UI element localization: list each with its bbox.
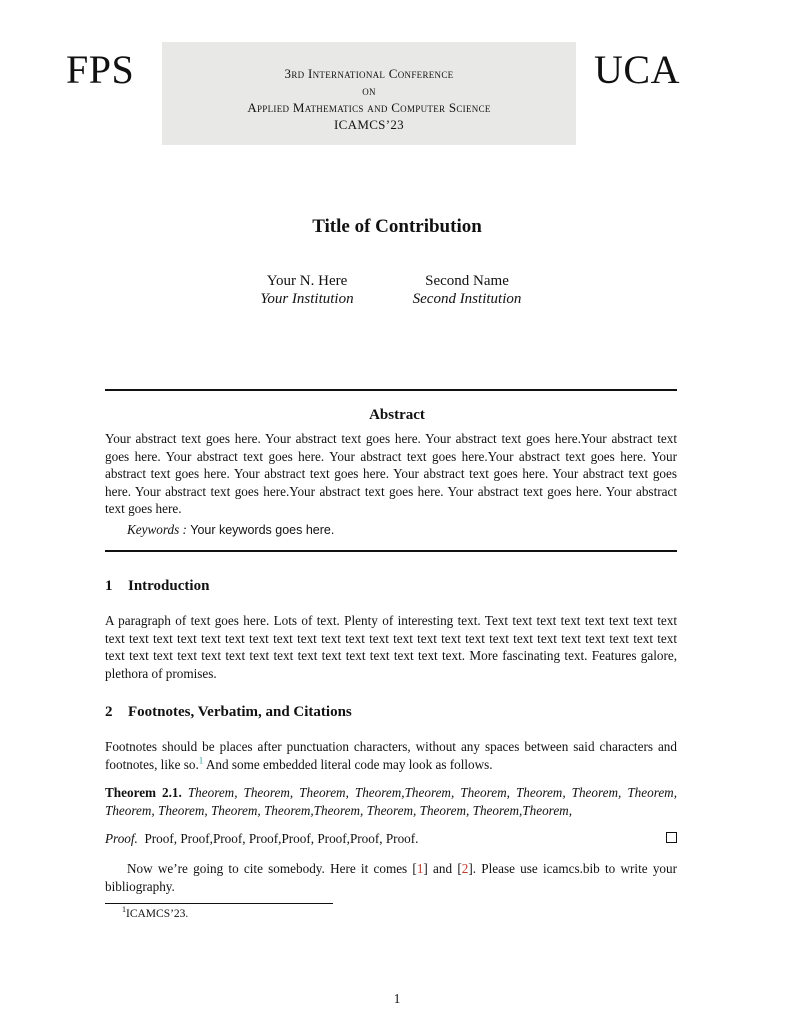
abstract-bottom-rule xyxy=(105,550,677,552)
paragraph-text: And some embedded literal code may look as follows. xyxy=(203,756,493,772)
theorem-text: Theorem, Theorem, Theorem, Theorem,Theorem, Theorem, Theorem, Theorem, Theorem, Theorem, Theorem, Theorem, Theorem,Theorem, Theorem, Theorem, Theorem,Theorem, xyxy=(105,785,678,818)
conference-topic-line: Applied Mathematics and Computer Science xyxy=(247,100,491,115)
proof-block xyxy=(105,830,645,848)
author-institution: Your Institution xyxy=(260,291,354,307)
page-number: 1 xyxy=(393,991,401,1006)
keywords-line xyxy=(127,522,334,538)
section-number: 2 xyxy=(105,704,113,720)
citation-link[interactable]: 1 xyxy=(416,861,424,876)
footnote-rule xyxy=(105,903,333,904)
theorem-label: Theorem 2.1. xyxy=(105,785,182,800)
paragraph-text: Footnotes should be places after punctuation characters, without any spaces between said characters and footnotes, like so. xyxy=(105,739,677,772)
section-title: Footnotes, Verbatim, and Citations xyxy=(128,704,352,720)
footnote-text: ICAMCS’23. xyxy=(126,907,189,920)
conference-header-box xyxy=(162,42,576,145)
footnote xyxy=(122,905,188,920)
paper-title: Title of Contribution xyxy=(312,216,482,237)
abstract-heading: Abstract xyxy=(369,407,425,423)
citation-paragraph xyxy=(105,860,677,895)
section-title: Introduction xyxy=(128,578,210,594)
paragraph-text: Now we’re going to cite somebody. Here it comes [ xyxy=(127,861,417,876)
fps-logo: FPS xyxy=(66,47,135,92)
paragraph-text: ]. Please use icamcs.bib to write your bibliography. xyxy=(105,861,678,894)
abstract-text: Your abstract text goes here. Your abstract text goes here. Your abstract text goes here.Your abstract text goes here. Your abstract text goes here. Your abstract text goes here.Your abstract text goes here. Your abstract text goes here. Your abstract text goes here. Your abstract text goes here. Your abstract text goes here. Your abstract text goes here.Your abstract text goes here. Your abstract text goes here. Your abstract text goes here. xyxy=(105,431,677,517)
author-block xyxy=(367,272,567,308)
section-heading xyxy=(105,704,352,721)
footnote-reference-link[interactable]: 1 xyxy=(198,755,204,766)
author-name: Your N. Here xyxy=(266,273,348,289)
footnote-marker: 1 xyxy=(122,905,126,914)
keywords-label: Keywords : xyxy=(127,522,187,537)
author-name: Second Name xyxy=(425,273,509,289)
paragraph-text: ] and [ xyxy=(423,861,462,876)
theorem-block xyxy=(105,784,677,819)
citation-link[interactable]: 2 xyxy=(461,861,469,876)
footnotes-paragraph xyxy=(105,738,677,773)
conference-on-line: on xyxy=(362,83,376,98)
conference-name-line: 3rd International Conference xyxy=(284,66,454,81)
author-institution: Second Institution xyxy=(412,291,522,307)
section-heading xyxy=(105,578,209,595)
section-number: 1 xyxy=(105,578,113,594)
keywords-text: Your keywords goes here. xyxy=(190,523,335,537)
intro-paragraph: A paragraph of text goes here. Lots of text. Plenty of interesting text. Text text text text text text text text text text text text text text text text text text text text text text text text text text text text text text text text text text text text text text text text text text text text text text text. More fascinating text. Features galore, plethora of promises. xyxy=(105,613,677,681)
proof-text: Proof, Proof,Proof, Proof,Proof, Proof,Proof, Proof. xyxy=(144,831,419,846)
uca-logo: UCA xyxy=(594,47,680,92)
proof-label: Proof. xyxy=(105,831,138,846)
abstract-top-rule xyxy=(105,389,677,391)
conference-acronym: ICAMCS’23 xyxy=(334,117,404,132)
qed-square-icon xyxy=(666,832,677,843)
